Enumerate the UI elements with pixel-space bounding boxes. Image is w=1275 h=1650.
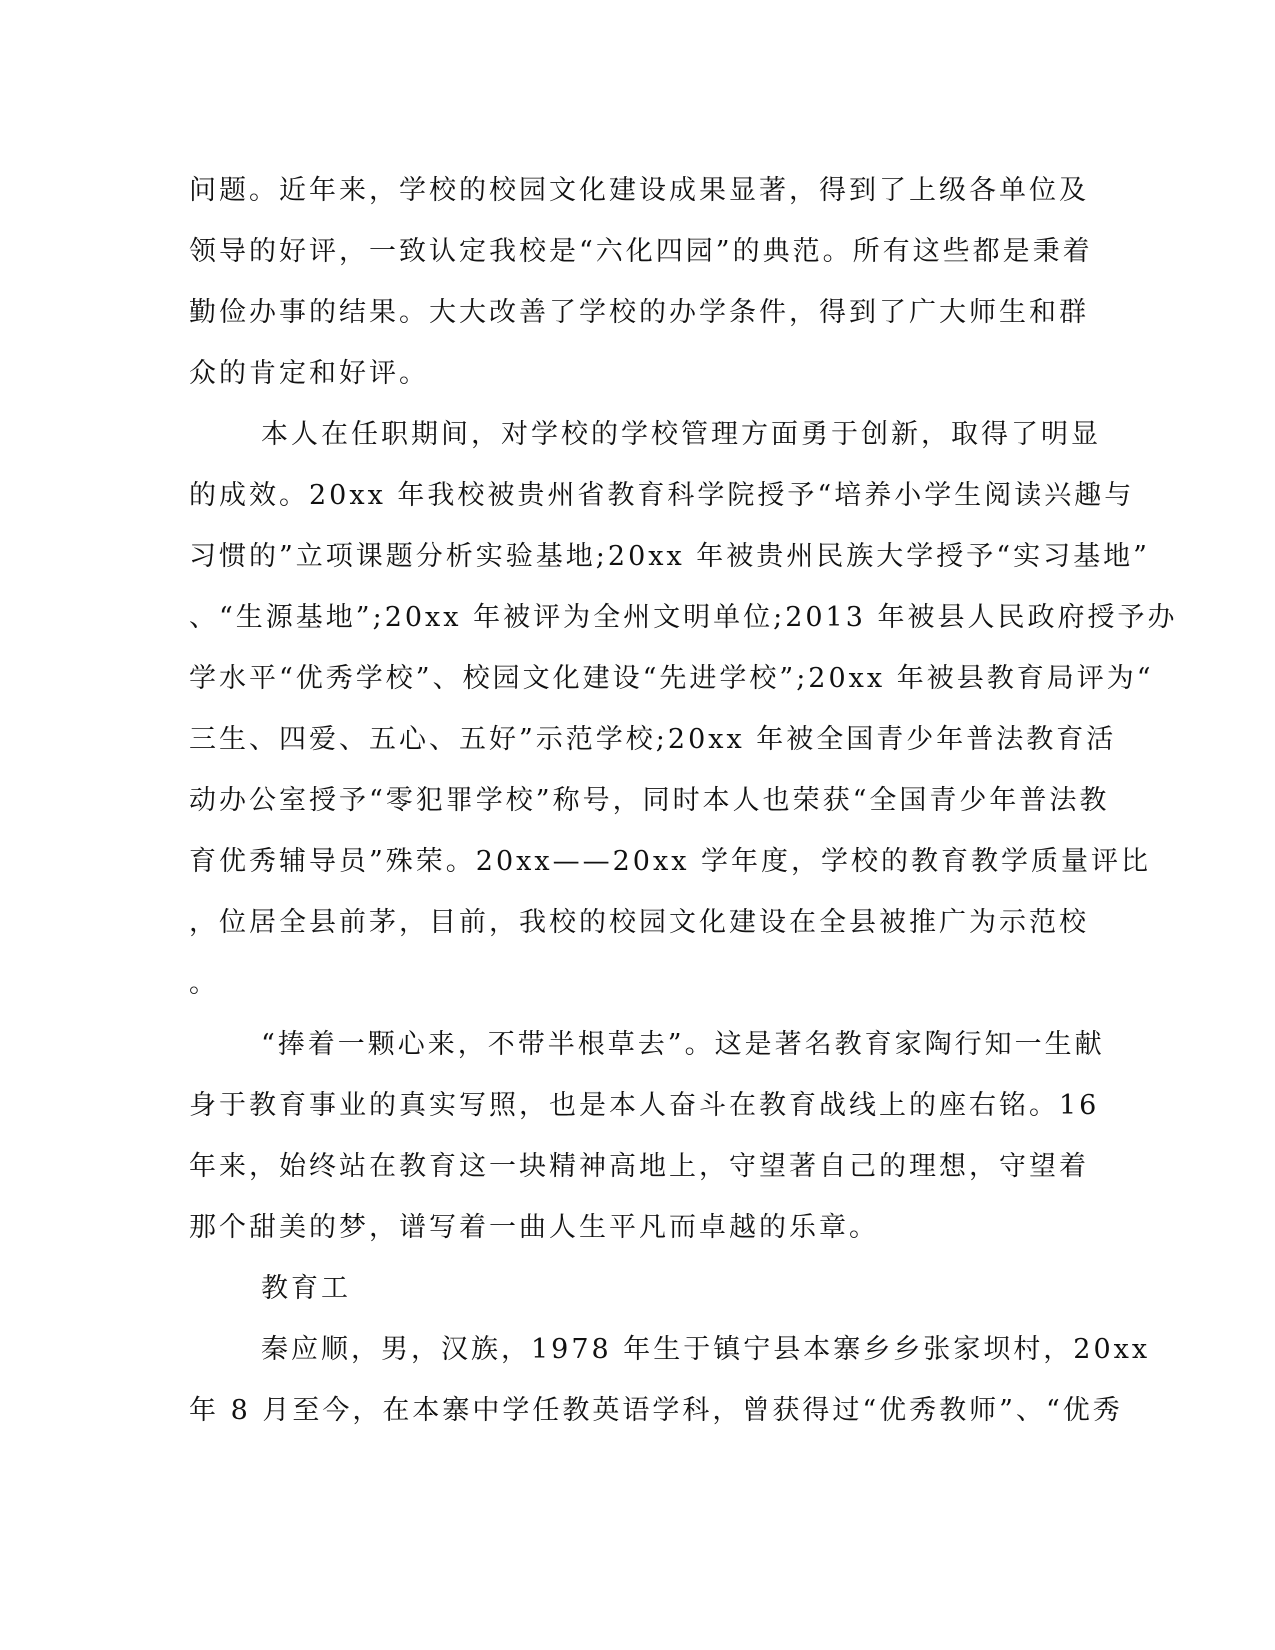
text-line: 。 [189, 968, 219, 999]
text-line: 身于教育事业的真实写照，也是本人奋斗在教育战线上的座右铭。16 [189, 1090, 1100, 1121]
text-line: 育优秀辅导员”殊荣。20xx——20xx 学年度，学校的教育教学质量评比 [189, 846, 1152, 877]
text-line: ，位居全县前茅，目前，我校的校园文化建设在全县被推广为示范校 [189, 907, 1089, 938]
text-line: 教育工 [261, 1273, 351, 1304]
text-line: 年来，始终站在教育这一块精神高地上，守望著自己的理想，守望着 [189, 1151, 1089, 1182]
text-line: 秦应顺，男，汉族，1978 年生于镇宁县本寨乡乡张家坝村，20xx [261, 1334, 1151, 1365]
text-line: 习惯的”立项课题分析实验基地;20xx 年被贵州民族大学授予“实习基地” [189, 541, 1150, 572]
text-line: 那个甜美的梦，谱写着一曲人生平凡而卓越的乐章。 [189, 1212, 879, 1243]
text-line: 三生、四爱、五心、五好”示范学校;20xx 年被全国青少年普法教育活 [189, 724, 1117, 755]
text-line: 的成效。20xx 年我校被贵州省教育科学院授予“培养小学生阅读兴趣与 [189, 480, 1135, 511]
text-line: 年 8 月至今，在本寨中学任教英语学科，曾获得过“优秀教师”、“优秀 [189, 1395, 1123, 1426]
text-line: 众的肯定和好评。 [189, 358, 429, 389]
text-line: 本人在任职期间，对学校的学校管理方面勇于创新，取得了明显 [261, 419, 1101, 450]
text-line: “捧着一颗心来，不带半根草去”。这是著名教育家陶行知一生献 [261, 1029, 1105, 1060]
text-line: 领导的好评，一致认定我校是“六化四园”的典范。所有这些都是秉着 [189, 236, 1093, 267]
body-text [189, 160, 1178, 1441]
text-line: 动办公室授予“零犯罪学校”称号，同时本人也荣获“全国青少年普法教 [189, 785, 1110, 816]
text-line: 勤俭办事的结果。大大改善了学校的办学条件，得到了广大师生和群 [189, 297, 1089, 328]
text-line: 、“生源基地”;20xx 年被评为全州文明单位;2013 年被县人民政府授予办 [189, 602, 1178, 633]
text-line: 问题。近年来，学校的校园文化建设成果显著，得到了上级各单位及 [189, 175, 1089, 206]
text-line: 学水平“优秀学校”、校园文化建设“先进学校”;20xx 年被县教育局评为“ [189, 663, 1154, 694]
